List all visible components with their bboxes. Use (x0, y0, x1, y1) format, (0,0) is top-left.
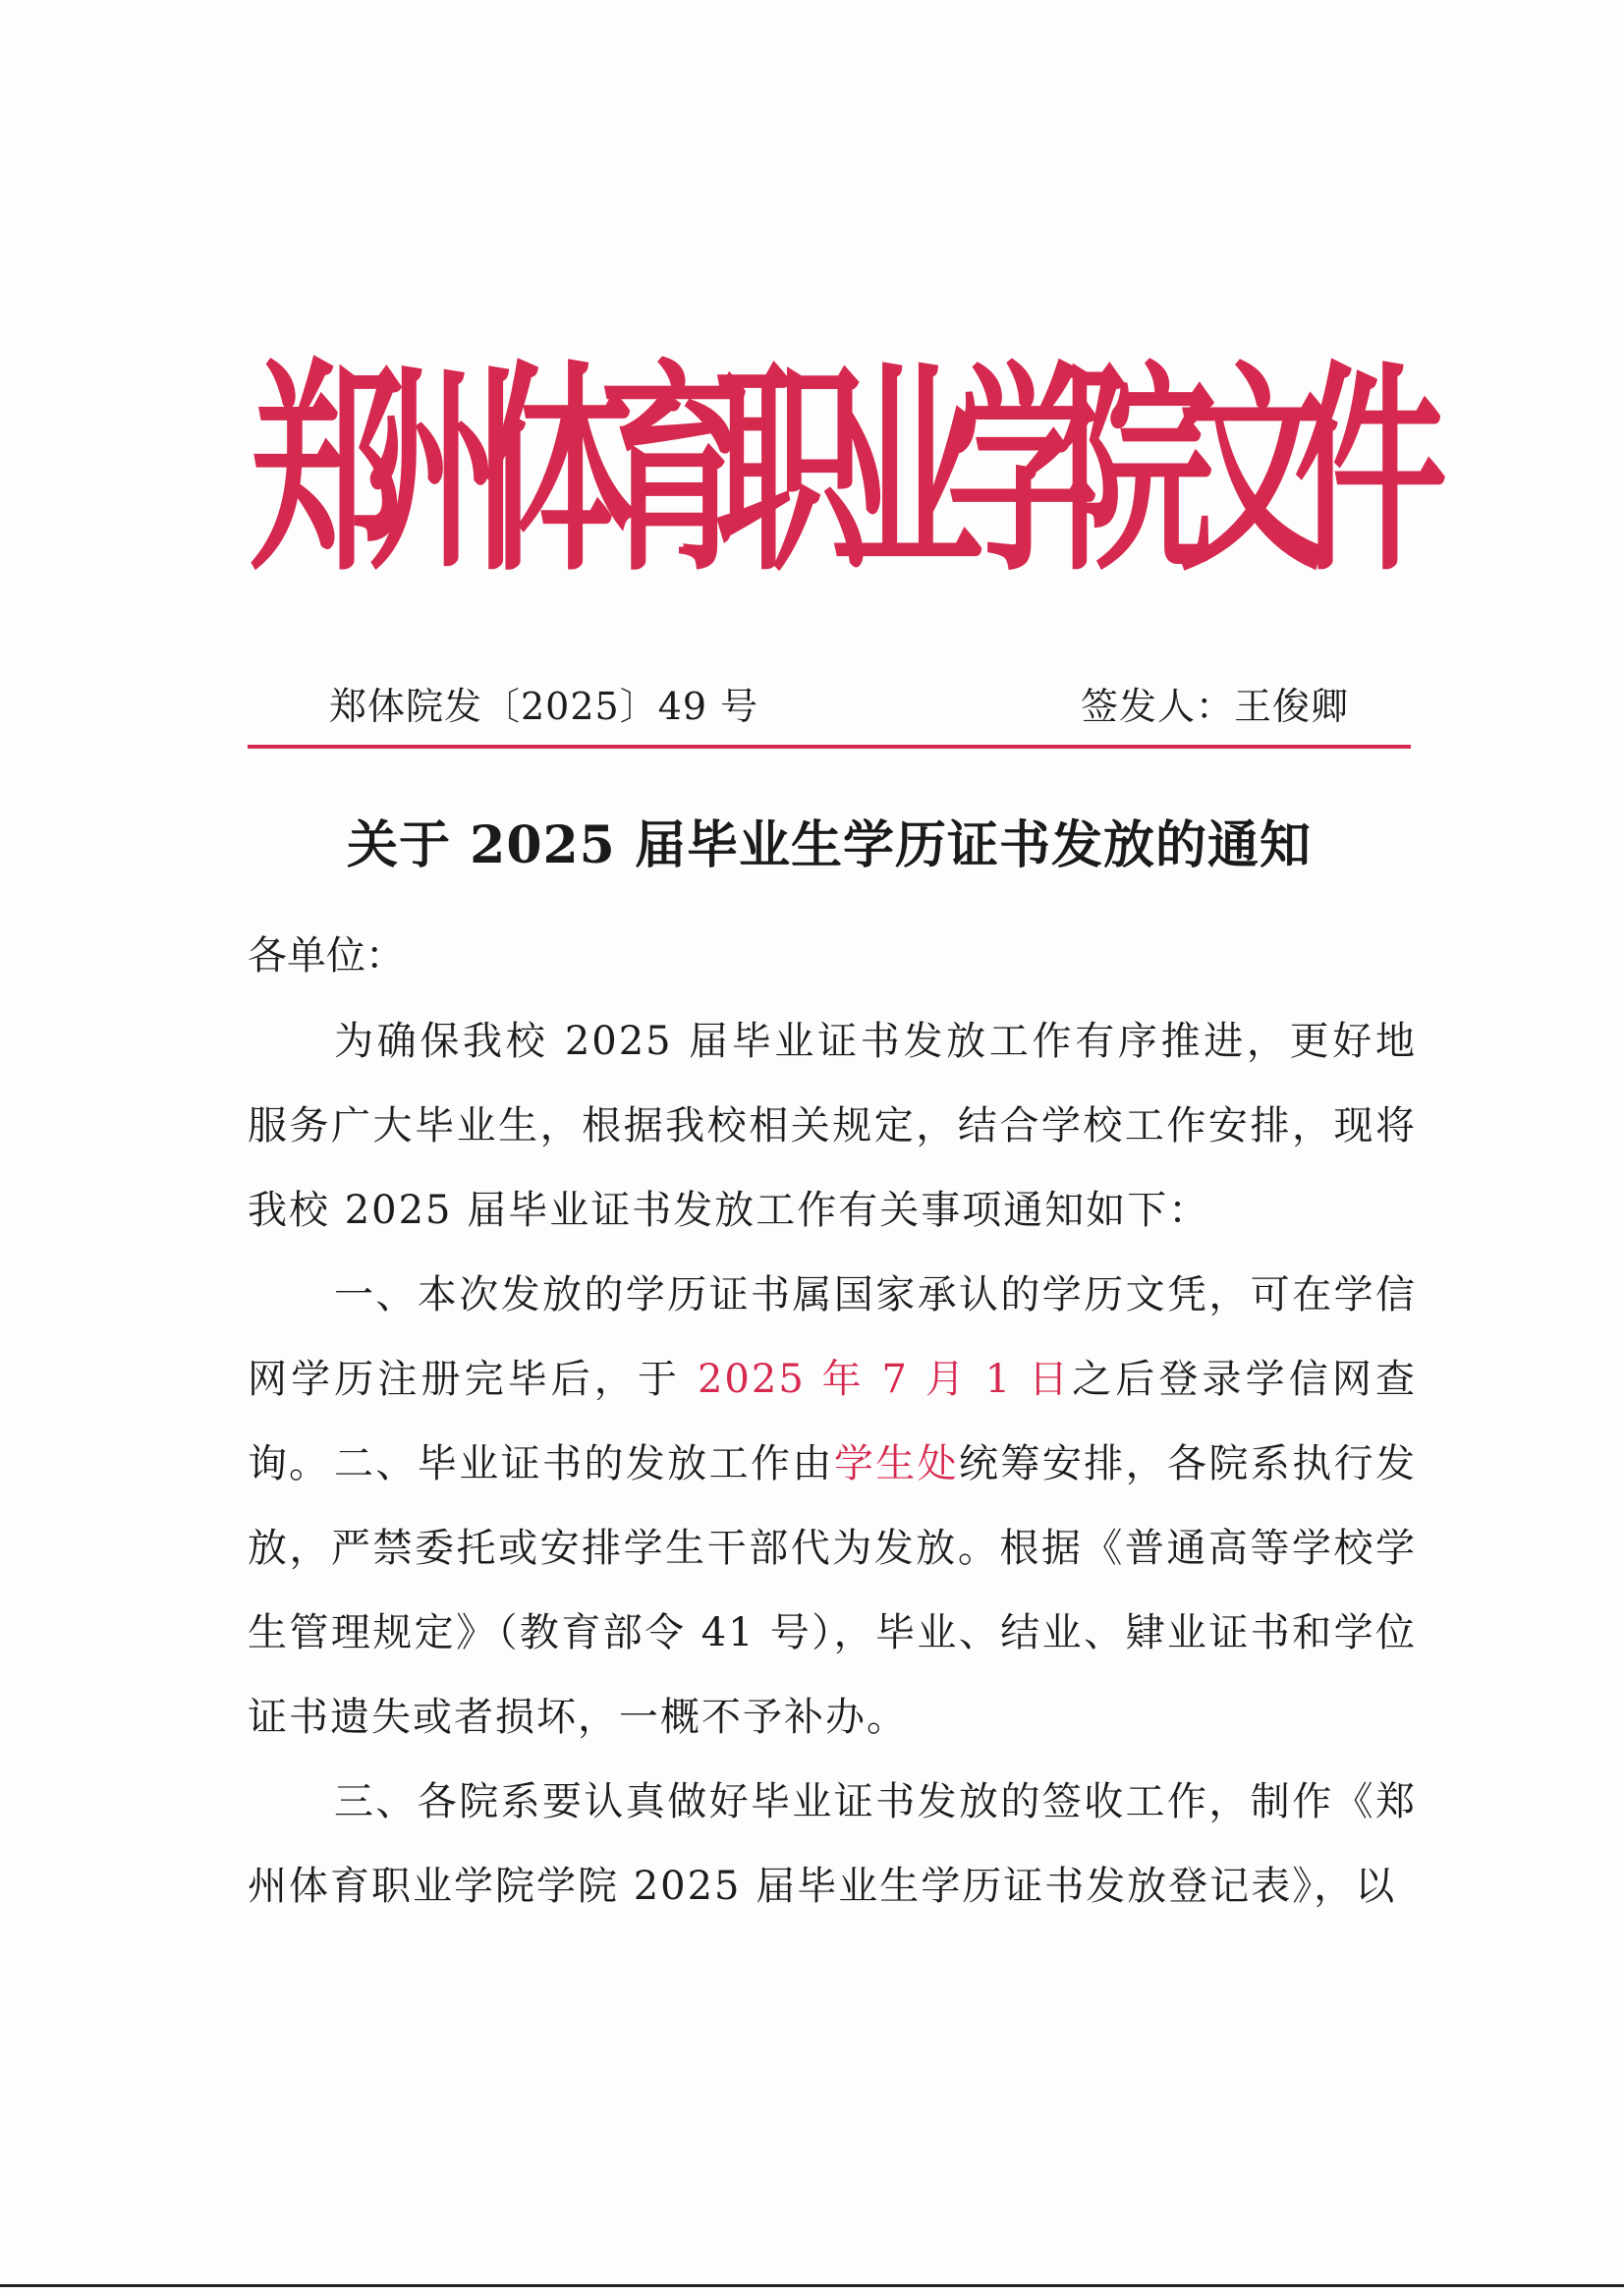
masthead-char: 体 (482, 340, 636, 601)
paragraph-intro: 为确保我校 2025 届毕业证书发放工作有序推进，更好地服务广大毕业生，根据我校相关规定，结合学校工作安排，现将我校 2025 届毕业证书发放工作有关事项通知如下： (248, 1019, 1417, 1233)
paragraph-item-2 (248, 1422, 1417, 1760)
masthead-char: 文 (1178, 340, 1331, 601)
masthead-char: 院 (1062, 340, 1215, 601)
document-masthead (251, 340, 1447, 601)
paragraph-text: 统筹安排，各院系执行发放，严禁委托或安排学生干部代为发放。根据《普通高等学校学生管理规定》（教育部令 41 号），毕业、结业、肄业证书和学位证书遗失或者损坏，一概不予补办。 (248, 1441, 1418, 1740)
masthead-char: 育 (598, 340, 752, 601)
paragraph-text: 二、毕业证书的发放工作由 (334, 1441, 834, 1486)
masthead-char: 职 (714, 340, 868, 601)
masthead-char: 件 (1294, 340, 1447, 601)
masthead-char: 州 (366, 340, 520, 601)
masthead-char: 业 (830, 340, 983, 601)
paragraph-text: 一、本次发放的学历证书属国家承认的学历文凭，可在学信网学历注册完毕后，于 (248, 1272, 1417, 1402)
highlighted-date: 2025 年 7 月 1 日 (697, 1357, 1073, 1402)
page-bottom-edge (0, 2284, 1624, 2287)
issuer-line (1081, 676, 1349, 730)
masthead-char: 学 (946, 340, 1099, 601)
red-separator-line (248, 745, 1411, 749)
issuer-name: 王俊卿 (1234, 685, 1350, 728)
document-number: 郑体院发〔2025〕49 号 (329, 685, 759, 728)
masthead-char: 郑 (251, 340, 404, 601)
document-title: 关于 2025 届毕业生学历证书发放的通知 (347, 815, 1312, 875)
highlighted-department: 学生处 (833, 1441, 960, 1486)
salutation: 各单位： (248, 933, 405, 979)
issuer-label: 签发人： (1081, 685, 1235, 728)
paragraph-item-3: 三、各院系要认真做好毕业证书发放的签收工作，制作《郑州体育职业学院学院 2025 届毕业生学历证书发放登记表》，以 (248, 1779, 1417, 1909)
paragraph-text: 之后登录学信网查询。 (248, 1357, 1417, 1486)
